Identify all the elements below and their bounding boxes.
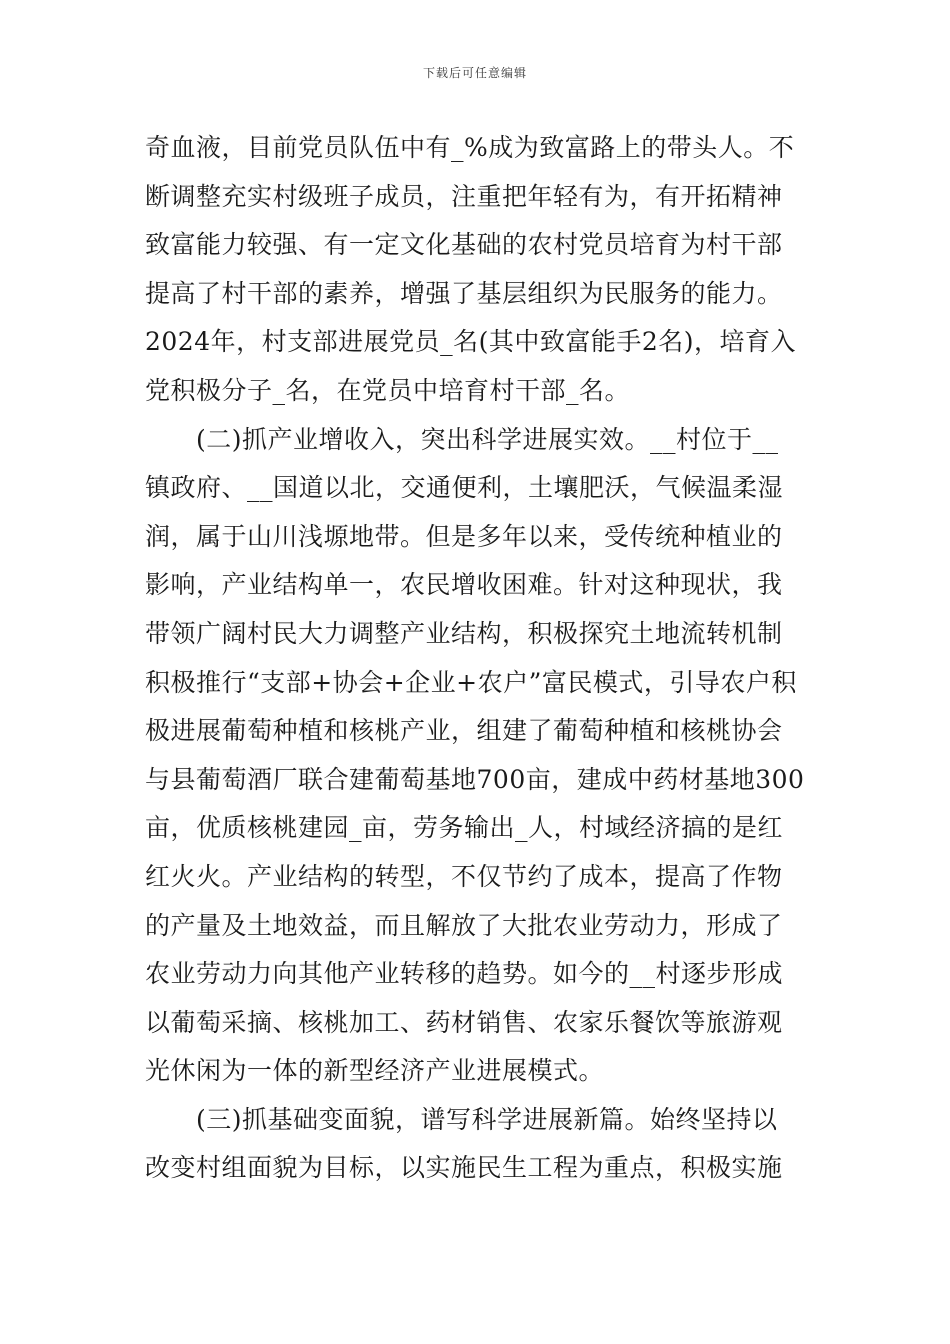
text-line: 党积极分子_名，在党员中培育村干部_名。 [145,375,631,405]
text-line: 的产量及土地效益，而且解放了大批农业劳动力，形成了 [145,910,783,940]
text-line: (二)抓产业增收入，突出科学进展实效。__村位于__ [145,424,779,454]
text-line: 断调整充实村级班子成员，注重把年轻有为，有开拓精神 [145,181,783,211]
text-line: 带领广阔村民大力调整产业结构，积极探究土地流转机制 [145,618,783,648]
text-line: 以葡萄采摘、核桃加工、药材销售、农家乐餐饮等旅游观 [145,1007,783,1037]
text-line: 镇政府、__国道以北，交通便利，土壤肥沃，气候温柔湿 [145,473,784,503]
document-body [145,124,815,1193]
text-line: 积极推行“支部+协会+企业+农户”富民模式，引导农户积 [145,667,797,697]
text-line: (三)抓基础变面貌，谱写科学进展新篇。始终坚持以 [145,1104,778,1134]
text-line: 红火火。产业结构的转型，不仅节约了成本，提高了作物 [145,861,783,891]
text-line: 改变村组面貌为目标，以实施民生工程为重点，积极实施 [145,1153,783,1183]
text-line: 润，属于山川浅塬地带。但是多年以来，受传统种植业的 [145,521,783,551]
text-line: 提高了村干部的素养，增强了基层组织为民服务的能力。 [145,278,783,308]
page-header: 下载后可任意编辑 [422,66,527,80]
text-line: 2024年，村支部进展党员_名(其中致富能手2名)，培育入 [145,327,797,357]
text-line: 奇血液，目前党员队伍中有_%成为致富路上的带头人。不 [145,133,795,162]
text-line: 影响，产业结构单一，农民增收困难。针对这种现状，我 [145,570,783,600]
text-line: 与县葡萄酒厂联合建葡萄基地700亩，建成中药材基地300 [145,764,805,794]
text-line: 农业劳动力向其他产业转移的趋势。如今的__村逐步形成 [145,959,784,989]
text-line: 致富能力较强、有一定文化基础的农村党员培育为村干部 [145,230,783,260]
text-line: 光休闲为一体的新型经济产业进展模式。 [145,1056,605,1086]
text-line: 极进展葡萄种植和核桃产业，组建了葡萄种植和核桃协会 [145,716,783,746]
text-line: 亩，优质核桃建园_亩，劳务输出_人，村域经济搞的是红 [145,813,784,843]
